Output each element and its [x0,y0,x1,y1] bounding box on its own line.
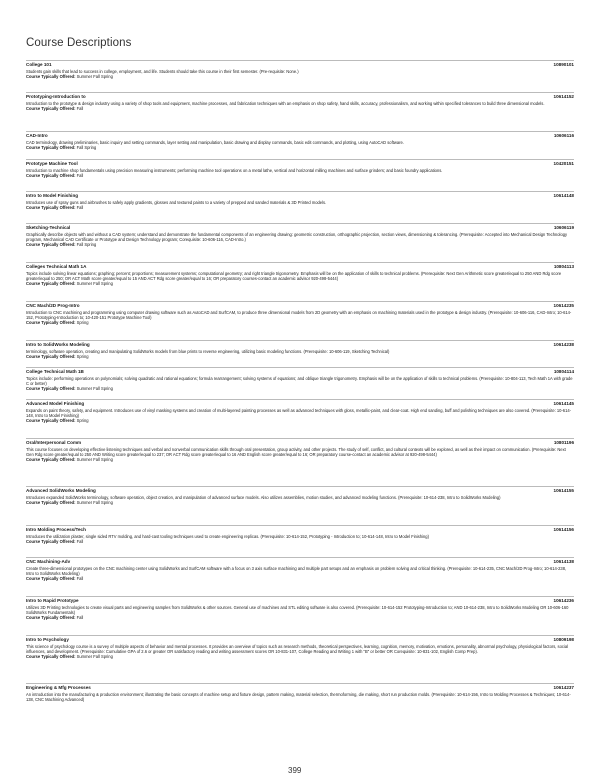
course-offered [26,74,574,79]
course-code: 10614237 [553,685,574,690]
offered-terms: Fall Spring [76,145,97,151]
course-title: Intro to SolidWorks Modeling [26,342,90,347]
course-header [26,369,574,375]
course-header [26,94,574,100]
course-title: Prototyping-Introduction to [26,94,86,99]
offered-label: Course Typically Offered: [26,106,76,112]
course-title: CNC Mach/2D Prog-Intro [26,303,80,308]
course-description: Introduction to the prototype & design industry using a variety of shop tools and equipment, machine processes, and fabrication techniques with an emphasis on shop safety, hand skills, accuracy, professionalism, and working within specified tolerances to build three dimensional models. [26,101,545,106]
course-entry [26,301,574,326]
course-entry [26,525,574,544]
course-title: Advanced Model Finishing [26,401,85,406]
course-code: 10614138 [553,559,574,564]
course-entry [26,191,574,210]
course-title: Intro to Psychology [26,637,69,642]
course-header [26,559,574,565]
course-entry [26,223,574,248]
course-description: This course focuses on developing effective listening techniques and verbal and nonverbal communication skills through oral presentation, group activity, and other projects. The study of self, conflict, and cultural contexts will be explored, as well as their impact on communication. (Prerequisite: Next Gen Rdg score greater/equal to 250 AND Writing score greater/equal to 237; OR ACT Rdg score greater/equal to 16 AND English score greater/equal to 16; OR preparatory course-contact an academic advisor at 920-498-5444) [26,447,566,458]
course-description: Introduces the utilization plaster, single sided RTV molding, and hard-cast tooling techniques used to create engineering replicas. (Prerequisite: 10-614-152, Prototyping - Introduction to; 10-614-148, Intro to Model Finishing) [26,534,429,539]
course-offered [26,205,574,210]
course-header [26,264,574,270]
course-code: 10614148 [553,193,574,198]
course-offered [26,354,574,359]
course-entry [26,159,574,178]
course-code: 10804114 [553,369,574,374]
course-title: Intro Molding Process/Tech [26,527,86,532]
course-header [26,133,574,139]
course-offered [26,106,574,111]
course-title: Engineering & Mfg Processes [26,685,91,690]
offered-terms: Spring [76,354,89,360]
offered-label: Course Typically Offered: [26,539,76,545]
course-title: Intro to Rapid Prototype [26,598,79,603]
course-title: Oral/Interpersonal Comm [26,440,82,445]
course-entry [26,92,574,111]
course-entry [26,557,574,582]
offered-terms: Fall [76,615,84,621]
course-entry [26,635,574,660]
course-entry [26,60,574,79]
course-title: Advanced SolidWorks Modeling [26,488,96,493]
course-entry [26,683,574,702]
page-number: 399 [288,766,302,775]
course-description: Create three-dimensional prototypes on the CNC machining center using SolidWorks and SurfCAM software with a focus on 3 axis surface machining and multiple part setups and an emphasis on problem solving and critical thinking. (Prerequisite: 10-614-235, CNC Mach/2D Prog-Intro; 10-614-238, Intro to SolidWorks Modeling) [26,566,567,577]
offered-label: Course Typically Offered: [26,457,76,463]
course-header [26,161,574,167]
course-code: 10614238 [553,342,574,347]
course-entry [26,399,574,424]
offered-label: Course Typically Offered: [26,145,76,151]
course-offered [26,654,574,659]
course-offered [26,145,574,150]
course-offered [26,386,574,391]
offered-terms: Summer Fall Spring [76,74,113,80]
course-code: 10809198 [553,637,574,642]
course-code: 10801196 [553,440,574,445]
course-header [26,62,574,68]
course-title: College 101 [26,62,52,67]
course-code: 10614145 [553,401,574,406]
course-description: This science of psychology course is a survey of multiple aspects of behavior and mental processes. It provides an overview of topics such as research methods, theoretical perspectives, learning, cognition, memory, motivation, emotions, personality, abnormal psychology, physiological factors, social influences, and development. (Prerequisite: Cumulative GPA of 2.6 or greater OR satisfactory reading and writing assessment scores OR 10-831-107, College Reading and Writing 1 with "B" or better OR Corequisite: 10-831-102, English Comp Prep). [26,644,568,655]
course-entry [26,131,574,150]
course-offered [26,539,574,544]
offered-terms: Fall [76,539,84,545]
course-offered [26,500,574,505]
course-description: Topics include solving linear equations; graphing; percent; proportions; measurement systems; computational geometry; and right triangle trigonometry. Emphasis will be on the application of skills to technical problems. (Prerequisite: Next Gen Arithmetic score greater/equal to 250 AND Rdg score greater/equal to 250; OR ACT Math score greater/equal to 15 AND ACT Rdg score greater/equal to 16; OR preparatory courses-contact an academic advisor 920-498-5444) [26,271,562,282]
course-header [26,225,574,231]
offered-label: Course Typically Offered: [26,173,76,179]
course-header [26,303,574,309]
course-entry [26,486,574,505]
offered-terms: Fall [76,205,84,211]
course-entry [26,596,574,621]
page-title: Course Descriptions [26,37,132,49]
offered-terms: Summer Fall Spring [76,281,113,287]
course-offered [26,281,574,286]
course-description: terminology, software operation, creating and manipulating SolidWorks models from blue prints to reverse engineering, utilizing basic modeling functions. (Prerequisite: 10-606-119, Sketching Technical) [26,349,390,354]
course-code: 10890101 [553,62,574,67]
course-title: CAD-Intro [26,133,48,138]
course-code: 10614235 [553,303,574,308]
offered-terms: Fall [76,576,84,582]
course-code: 10420151 [553,161,574,166]
course-description: Expands on paint theory, safety, and equipment. Introduces use of vinyl masking systems and creation of multi-layered painting processes as well as advanced techniques with gloss, metallic-paint, and clear-coat. High end sanding, buff and polishing techniques are also covered. (Prerequisite: 10-614-148, Intro to Model Finishing) [26,408,572,419]
course-header [26,598,574,604]
course-offered [26,320,574,325]
course-offered [26,615,574,620]
course-header [26,193,574,199]
course-description: An introduction into the manufacturing & production environment; illustrating the basic concepts of machine setup and fixture design, pattern making, material selection, thermoforming, die making, short run production molds. (Prerequisite: 10-614-156, Intro to Molding Processes & Techniques; 10-614-138, CNC Machining Advanced) [26,692,571,703]
course-offered [26,242,574,247]
course-header [26,440,574,446]
course-description: CAD terminology, drawing preliminaries, basic inquiry and setting commands, layer setting and manipulation, basic drawing and display commands, basic edit commands, and plotting, using AutoCAD software. [26,140,404,145]
course-header [26,527,574,533]
course-description: Introduction to CNC machining and programming using computer drawing software such as AutoCAD and SurfCAM, to produce three dimensional models from 2D geometry with an emphasis on machining materials used in the prototype & design industry. (Prerequisite: 10-606-116, CAD-Intro; 10-614-152, Prototyping-Introduction to; 10-420-151 Prototype Machine Tool) [26,310,572,321]
course-entry [26,340,574,359]
course-header [26,685,574,691]
offered-label: Course Typically Offered: [26,354,76,360]
offered-label: Course Typically Offered: [26,242,76,248]
course-code: 10614152 [553,94,574,99]
offered-label: Course Typically Offered: [26,281,76,287]
offered-label: Course Typically Offered: [26,576,76,582]
course-title: Prototype Machine Tool [26,161,78,166]
offered-terms: Summer Fall Spring [76,457,113,463]
course-description: Topics include: performing operations on polynomials; solving quadratic and rational equations; formula rearrangement; solving systems of equations; and oblique triangle trigonometry. Emphasis will be on the application of skills to technical problems. (Prerequisite: 10-804-113, Tech Math 1A with grade C or better) [26,376,573,387]
course-code: 10606116 [553,133,574,138]
course-code: 10804113 [553,264,574,269]
course-description: Introduces expanded SolidWorks terminology, software operation, object creation, and manipulation of advanced surface models. Also utilizes assemblies, motion studies, and advanced modeling functions. (Prerequisite: 10-614-238, Intro to SolidWorks Modeling) [26,495,501,500]
offered-terms: Summer Fall Spring [76,500,113,506]
course-header [26,342,574,348]
course-entry [26,262,574,287]
course-code: 10614236 [553,598,574,603]
offered-label: Course Typically Offered: [26,205,76,211]
offered-terms: Fall [76,106,84,112]
offered-label: Course Typically Offered: [26,654,76,660]
course-description: Introduces use of spray guns and airbrushes to safely apply gradients, glosses and textured paints to a variety of prepped and sanded materials & 3D Printed models. [26,200,327,205]
course-code: 10606119 [553,225,574,230]
course-offered [26,173,574,178]
offered-terms: Spring [76,418,89,424]
offered-terms: Summer Fall Spring [76,654,113,660]
offered-label: Course Typically Offered: [26,74,76,80]
course-code: 10614155 [553,488,574,493]
offered-label: Course Typically Offered: [26,500,76,506]
offered-terms: Summer Fall Spring [76,386,113,392]
course-description: Introduction to machine shop fundamentals using precision measuring instruments; performing machine tool operations on a metal lathe, vertical and horizontal milling machines and surface grinders; and basic foundry applications. [26,168,443,173]
course-offered [26,576,574,581]
offered-terms: Fall [76,173,84,179]
course-description: Students gain skills that lead to success in college, employment, and life. Students should take this course in their first semester. (Pre-requisite: None.) [26,69,299,74]
course-header [26,637,574,643]
course-offered [26,418,574,423]
offered-label: Course Typically Offered: [26,418,76,424]
course-title: Colleges Technical Math 1A [26,264,87,269]
course-entry [26,438,574,463]
course-header [26,488,574,494]
course-header [26,401,574,407]
offered-label: Course Typically Offered: [26,386,76,392]
offered-label: Course Typically Offered: [26,320,76,326]
offered-terms: Fall Spring [76,242,97,248]
course-offered [26,457,574,462]
course-description: Graphically describe objects with and without a CAD system; understand and demonstrate the fundamental components of an engineering drawing: geometric construction, orthographic projection, section views, dimensioning & tolerancing. (Prerequisite: Accepted into Mechanical Design Technology program, Mechanical CAD Certificate or Prototype and Design Technology program; Corequisite: 10-606-116, CAD-Intro.) [26,232,568,243]
course-description: Utilizes 3D Printing technologies to create visual parts and engineering samples from SolidWorks & other sources. General use of machines and STL editing software is also covered. (Prerequisite: 10-614-152 Prototyping-Introduction to; AND 10-614-238, Intro to SolidWorks Modeling OR 10-606-160 SolidWorks Fundamentals) [26,605,569,616]
course-entry [26,367,574,392]
course-title: CNC Machining-Adv [26,559,71,564]
course-code: 10614156 [553,527,574,532]
course-title: College Technical Math 1B [26,369,84,374]
offered-label: Course Typically Offered: [26,615,76,621]
course-title: Intro to Model Finishing [26,193,79,198]
course-title: Sketching-Technical [26,225,71,230]
offered-terms: Spring [76,320,89,326]
